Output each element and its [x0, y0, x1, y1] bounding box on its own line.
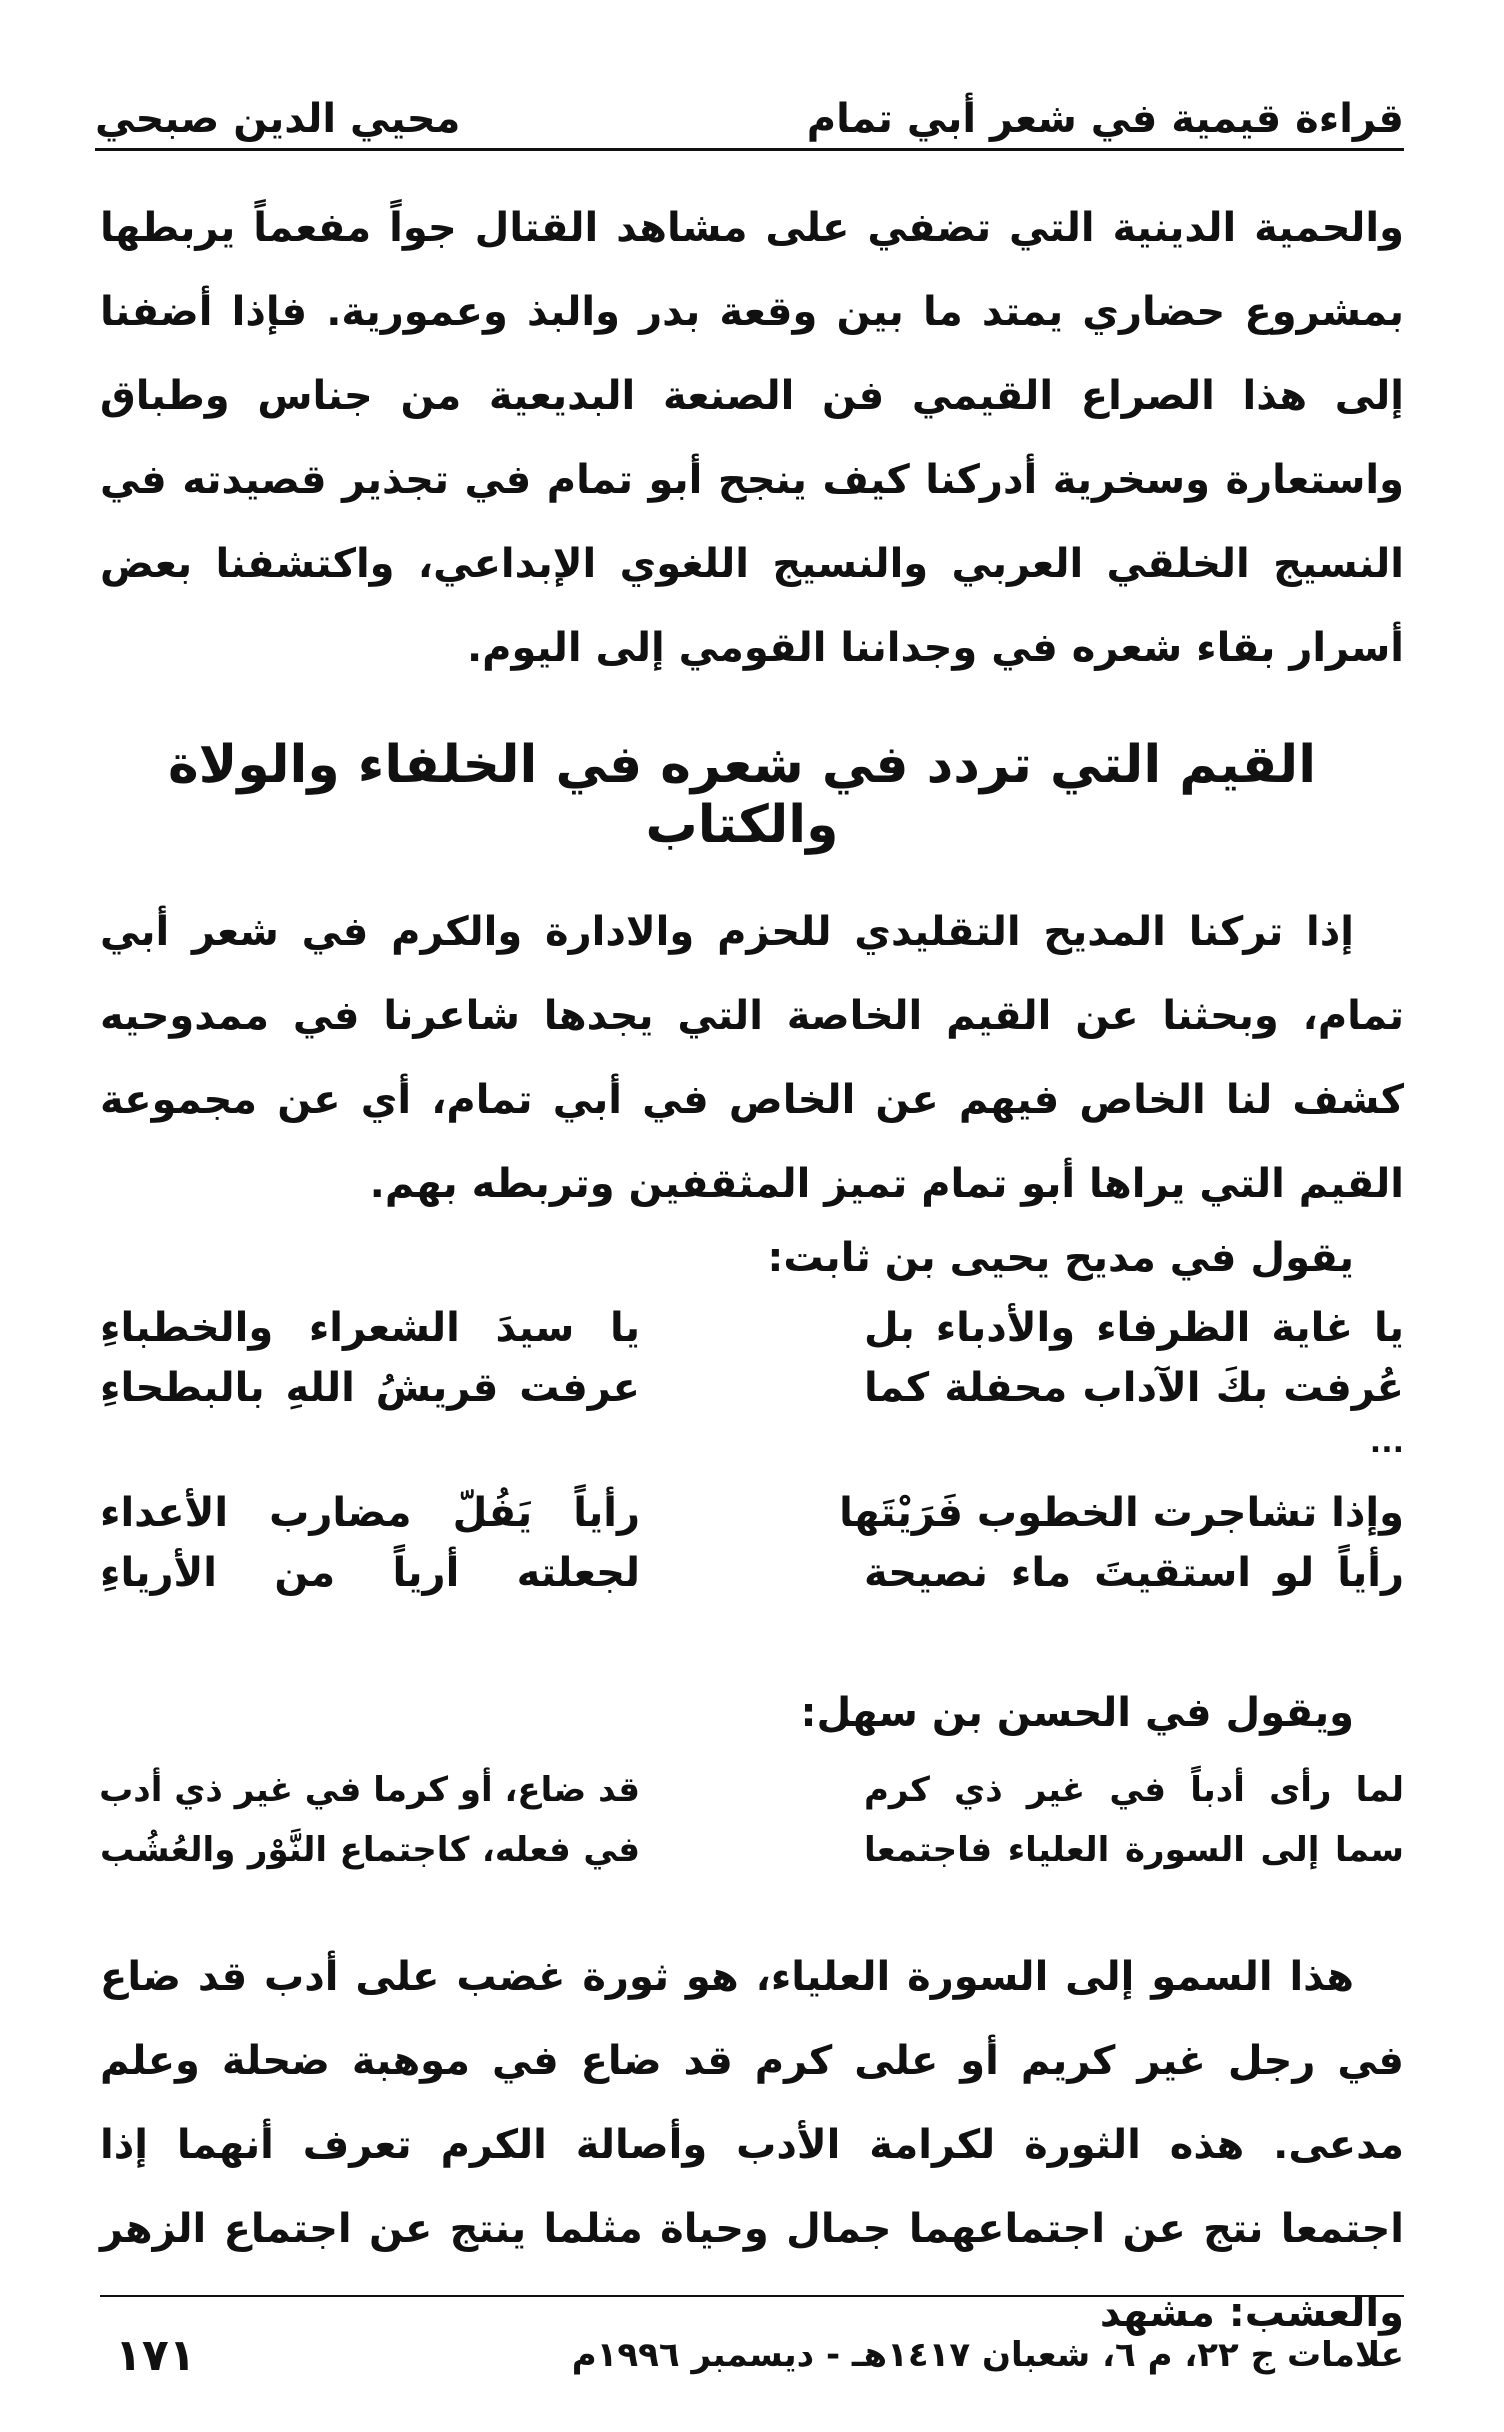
verse-line	[100, 1305, 1404, 1351]
verse-second-hemistich: لجعلته أرياً من الأرياءِ	[100, 1550, 640, 1596]
body-paragraph-3: هذا السمو إلى السورة العلياء، هو ثورة غضب على أدب قد ضاع في رجل غير كريم أو على كرم قد ضاع في موهبة ضحلة وعلم مدعى. هذه الثورة لكرامة الأدب وأصالة الكرم تعرف أنهما إذا اجتمعا نتج عن اجتماعهما جمال وحياة مثلما ينتج عن اجتماع الزهر والعشب: مشهد	[100, 1954, 1404, 2336]
verse-line	[100, 1550, 1404, 1596]
verse-first-hemistich: يا غاية الظرفاء والأدباء بل	[864, 1305, 1404, 1351]
verse-second-hemistich: قد ضاع، أو كرما في غير ذي أدب	[99, 1770, 640, 1810]
body-paragraph-2: إذا تركنا المديح التقليدي للحزم والادارة والكرم في شعر أبي تمام، وبحثنا عن القيم الخاصة التي يجدها شاعرنا في ممدوحيه كشف لنا الخاص فيهم عن الخاص في أبي تمام، أي عن مجموعة القيم التي يراها أبو تمام تميز المثقفين وتربطه بهم.	[100, 909, 1404, 1207]
header-title: قراءة قيمية في شعر أبي تمام	[806, 96, 1404, 142]
verse-first-hemistich: وإذا تشاجرت الخطوب فَرَيْتَها	[839, 1490, 1404, 1536]
verse-line	[100, 1490, 1404, 1536]
footer-divider	[100, 2295, 1404, 2297]
verse-second-hemistich: يا سيدَ الشعراء والخطباءِ	[100, 1305, 640, 1351]
verse-ellipsis: ...	[1369, 1425, 1404, 1460]
verse-first-hemistich: رأياً لو استقيتَ ماء نصيحة	[864, 1550, 1404, 1596]
header-divider	[95, 148, 1404, 151]
verse-intro-2: ويقول في الحسن بن سهل:	[800, 1690, 1354, 1736]
section-title: القيم التي تردد في شعره في الخلفاء والولاة والكتاب	[167, 735, 1317, 855]
running-header	[95, 62, 1404, 142]
page-number: ١٧١	[115, 2329, 196, 2381]
verse-second-hemistich: عرفت قريشُ اللهِ بالبطحاءِ	[100, 1365, 640, 1411]
body-paragraph-1: والحمية الدينية التي تضفي على مشاهد القتال جواً مفعماً يربطها بمشروع حضاري يمتد ما بين وقعة بدر والبذ وعمورية. فإذا أضفنا إلى هذا الصراع القيمي فن الصنعة البديعية من جناس وطباق واستعارة وسخرية أدركنا كيف ينجح أبو تمام في تجذير قصيدته في النسيج الخلقي العربي والنسيج اللغوي الإبداعي، واكتشفنا بعض أسرار بقاء شعره في وجداننا القومي إلى اليوم.	[100, 205, 1404, 671]
running-footer	[115, 2320, 1404, 2390]
header-author: محيي الدين صبحي	[95, 96, 461, 142]
verse-first-hemistich: لما رأى أدباً في غير ذي كرم	[864, 1770, 1404, 1810]
verse-first-hemistich: عُرفت بكَ الآداب محفلة كما	[864, 1365, 1404, 1411]
verse-second-hemistich: رأياً يَفُلّ مضارب الأعداء	[100, 1490, 640, 1536]
verse-line	[100, 1770, 1404, 1810]
verse-intro-1: يقول في مديح يحيى بن ثابت:	[767, 1235, 1354, 1281]
verse-line	[100, 1830, 1404, 1870]
verse-line	[100, 1365, 1404, 1411]
footer-journal-citation: علامات ج ٢٢، م ٦، شعبان ١٤١٧هـ - ديسمبر ١٩٩٦م	[571, 2335, 1404, 2375]
verse-first-hemistich: سما إلى السورة العلياء فاجتمعا	[864, 1830, 1404, 1870]
verse-second-hemistich: في فعله، كاجتماع النَّوْر والعُشُب	[100, 1830, 640, 1870]
